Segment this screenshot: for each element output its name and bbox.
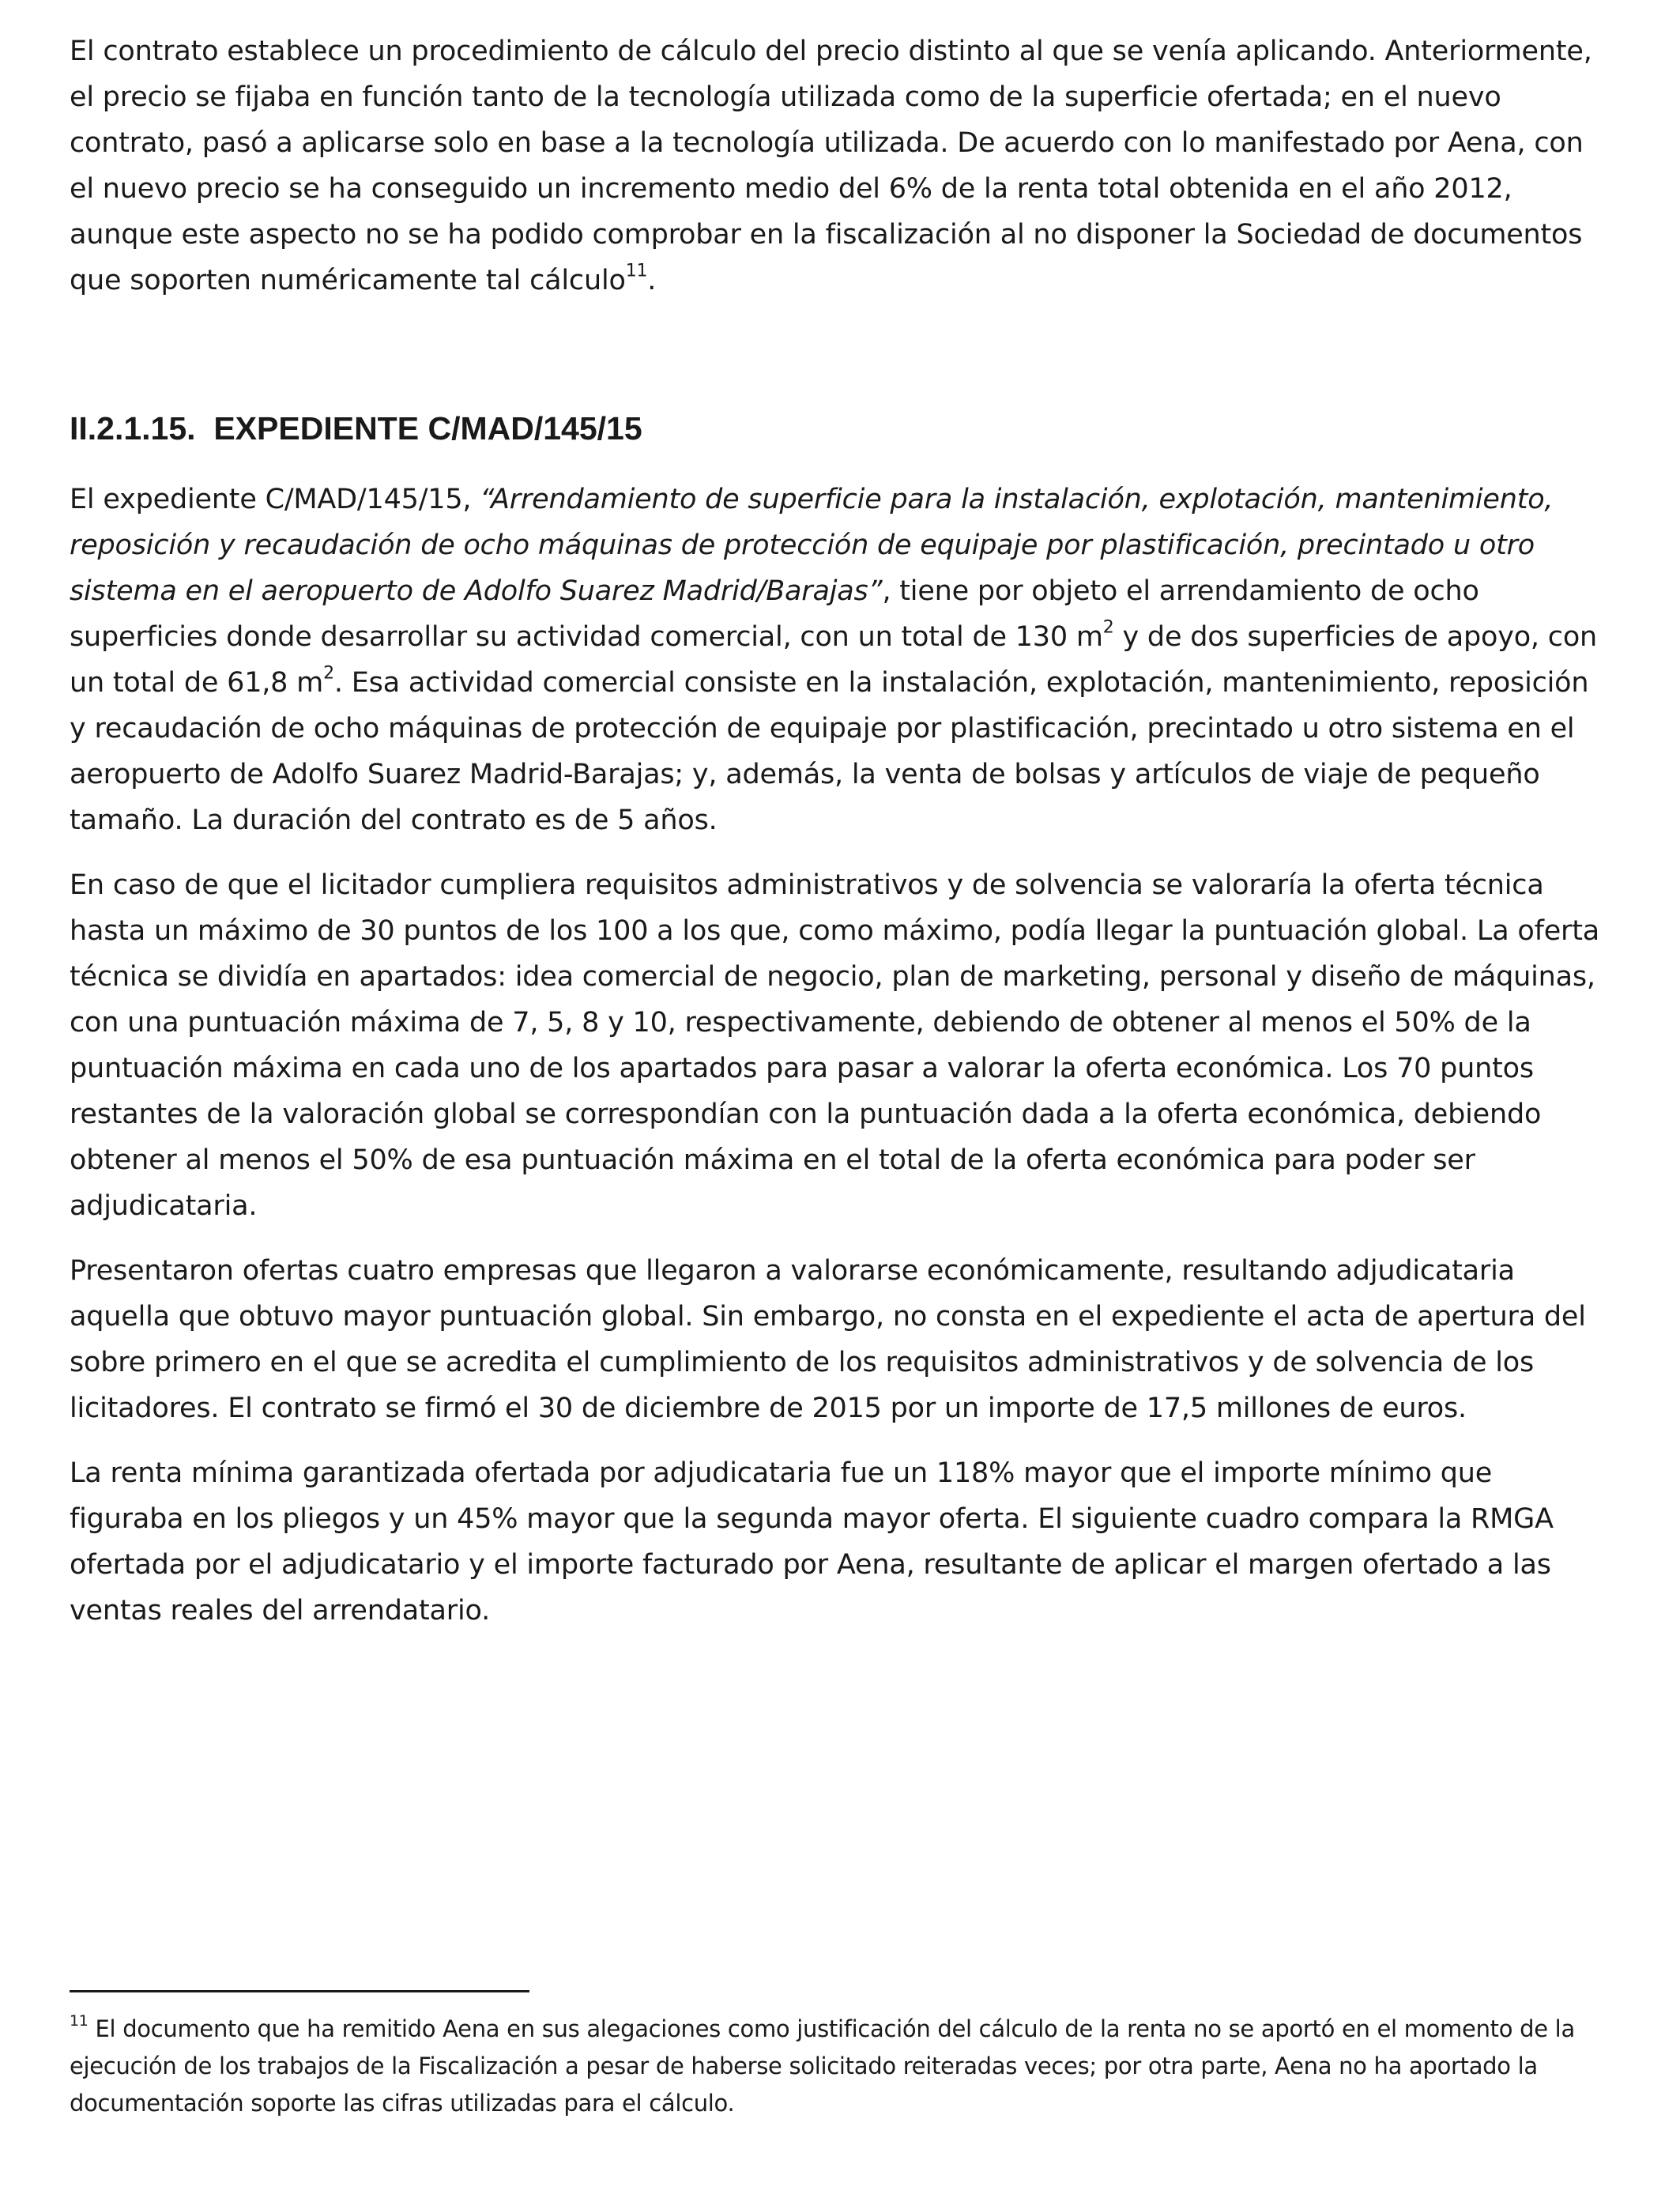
footnote-separator [70, 1990, 529, 1992]
paragraph-intro-end: . [647, 265, 657, 296]
expediente-title-quote: “Arrendamiento de superficie para la instalación, explotación, mantenimiento, reposición y recaudación de ocho máquinas de protección de equipaje por plastificación, precintado u otro sistema en el aeropuerto de Adolfo Suarez Madrid/Barajas” [70, 484, 1554, 607]
expediente-lead: El expediente C/MAD/145/15, [70, 484, 480, 515]
expediente-body-1: , tiene por objeto el arrendamiento de ocho superficies donde desarrollar su actividad comercial, con un total de 130 m [70, 575, 1479, 653]
paragraph-intro-text: El contrato establece un procedimiento de cálculo del precio distinto al que se venía aplicando. Anteriormente, el precio se fijaba en función tanto de la tecnología utilizada como de la superficie ofertada; en el nuevo contrato, pasó a aplicarse solo en base a la tecnología utilizada. De acuerdo con lo manifestado por Aena, con el nuevo precio se ha conseguido un incremento medio del 6% de la renta total obtenida en el año 2012, aunque este aspecto no se ha podido comprobar en la fiscalización al no disponer la Sociedad de documentos que soporten numéricamente tal cálculo [70, 36, 1592, 296]
footnote-number: 11 [70, 2011, 89, 2030]
paragraph-renta: La renta mínima garantizada ofertada por adjudicataria fue un 118% mayor que el importe mínimo que figuraba en los pliegos y un 45% mayor que la segunda mayor oferta. El siguiente cuadro compara la RMGA ofertada por el adjudicatario y el importe facturado por Aena, resultante de aplicar el margen ofertado a las ventas reales del arrendatario. [70, 1457, 1554, 1627]
footnote-text: El documento que ha remitido Aena en sus alegaciones como justificación del cálculo de la renta no se aportó en el momento de la ejecución de los trabajos de la Fiscalización a pesar de haberse solicitado reiteradas veces; por otra parte, Aena no ha aportado la documentación soporte las cifras utilizadas para el cálculo. [70, 2015, 1575, 2117]
section-heading: II.2.1.15. EXPEDIENTE C/MAD/145/15 [70, 410, 642, 447]
paragraph-valoracion: En caso de que el licitador cumpliera requisitos administrativos y de solvencia se valoraría la oferta técnica hasta un máximo de 30 puntos de los 100 a los que, como máximo, podía llegar la puntuación global. La oferta técnica se dividía en apartados: idea comercial de negocio, plan de marketing, personal y diseño de máquinas, con una puntuación máxima de 7, 5, 8 y 10, respectivamente, debiendo de obtener al menos el 50% de la puntuación máxima en cada uno de los apartados para pasar a valorar la oferta económica. Los 70 puntos restantes de la valoración global se correspondían con la puntuación dada a la oferta económica, debiendo obtener al menos el 50% de esa puntuación máxima en el total de la oferta económica para poder ser adjudicataria. [70, 869, 1599, 1222]
document-page [70, 28, 1612, 1634]
expediente-body-3: . Esa actividad comercial consiste en la instalación, explotación, mantenimiento, reposición y recaudación de ocho máquinas de protección de equipaje por plastificación, precintado u otro sistema en el aeropuerto de Adolfo Suarez Madrid-Barajas; y, además, la venta de bolsas y artículos de viaje de pequeño tamaño. La duración del contrato es de 5 años. [70, 667, 1589, 836]
footnote-reference[interactable]: 11 [625, 261, 648, 281]
paragraph-ofertas: Presentaron ofertas cuatro empresas que llegaron a valorarse económicamente, resultando adjudicataria aquella que obtuvo mayor puntuación global. Sin embargo, no consta en el expediente el acta de apertura del sobre primero en el que se acredita el cumplimiento de los requisitos administrativos y de solvencia de los licitadores. El contrato se firmó el 30 de diciembre de 2015 por un importe de 17,5 millones de euros. [70, 1255, 1586, 1424]
footnote [70, 2011, 1612, 2122]
superscript-2: 2 [1102, 617, 1114, 638]
expediente-body-2: y de dos superficies de apoyo, con un total de 61,8 m [70, 621, 1598, 699]
paragraph-expediente [70, 477, 1612, 843]
superscript-2: 2 [323, 663, 334, 684]
paragraph-intro [70, 28, 1612, 303]
